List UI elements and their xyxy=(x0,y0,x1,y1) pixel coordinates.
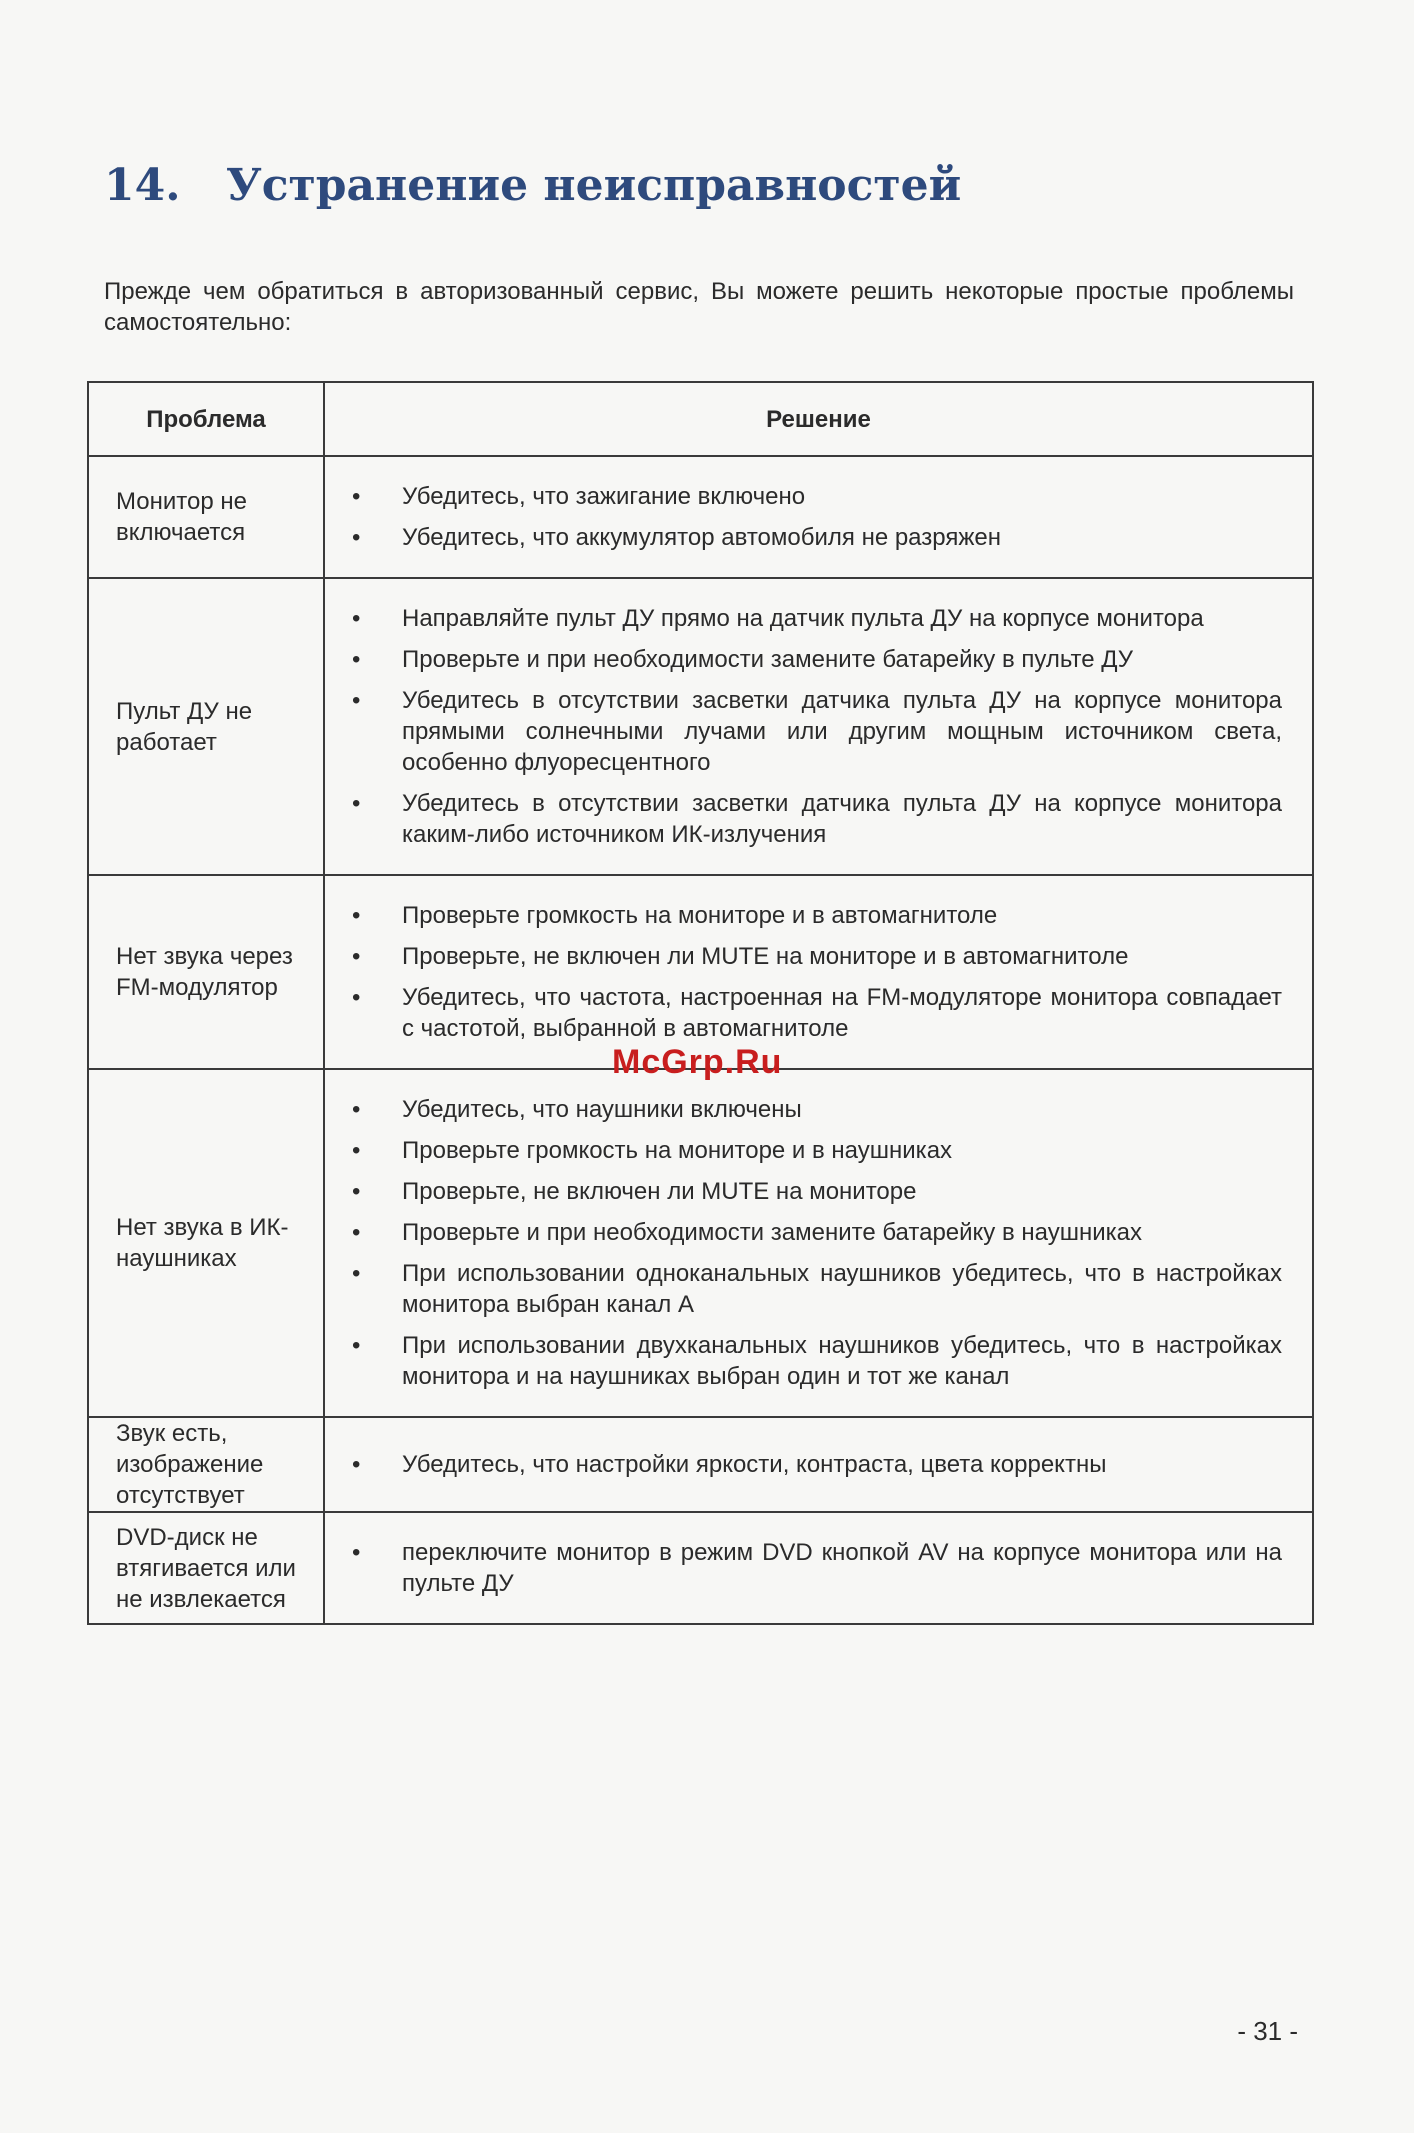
list-item: • Проверьте, не включен ли MUTE на мониторе и в автомагнитоле xyxy=(352,941,1282,972)
solution-cell xyxy=(324,1069,1313,1417)
list-item: • Проверьте громкость на мониторе и в наушниках xyxy=(352,1135,1282,1166)
solution-cell xyxy=(324,875,1313,1069)
list-item: • При использовании двухканальных наушников убедитесь, что в настройках монитора и на наушниках выбран один и тот же канал xyxy=(352,1330,1282,1392)
solution-list xyxy=(352,1449,1282,1480)
problem-cell: Звук есть, изображение отсутствует xyxy=(88,1417,324,1512)
solution-cell xyxy=(324,456,1313,578)
section-number: 14. xyxy=(104,160,181,211)
list-item: • Убедитесь, что аккумулятор автомобиля не разряжен xyxy=(352,522,1282,553)
table-row xyxy=(88,1069,1313,1417)
list-item: • Проверьте и при необходимости замените батарейку в наушниках xyxy=(352,1217,1282,1248)
problem-cell: Нет звука через FM-модулятор xyxy=(88,875,324,1069)
list-item: • Убедитесь в отсутствии засветки датчика пульта ДУ на корпусе монитора каким-либо источником ИК-излучения xyxy=(352,788,1282,850)
list-item: • Убедитесь, что наушники включены xyxy=(352,1094,1282,1125)
solution-list xyxy=(352,481,1282,553)
solution-cell xyxy=(324,578,1313,875)
list-item: • переключите монитор в режим DVD кнопкой AV на корпусе монитора или на пульте ДУ xyxy=(352,1537,1282,1599)
section-title: Устранение неисправностей xyxy=(226,160,962,211)
table-row xyxy=(88,578,1313,875)
section-heading xyxy=(104,160,961,211)
page-number: - 31 - xyxy=(1237,2016,1298,2046)
list-item: • Проверьте, не включен ли MUTE на мониторе xyxy=(352,1176,1282,1207)
list-item: • Проверьте и при необходимости замените батарейку в пульте ДУ xyxy=(352,644,1282,675)
problem-cell: Нет звука в ИК-наушниках xyxy=(88,1069,324,1417)
solution-list xyxy=(352,1537,1282,1599)
table-row xyxy=(88,456,1313,578)
list-item: • Проверьте громкость на мониторе и в автомагнитоле xyxy=(352,900,1282,931)
list-item: • Убедитесь, что зажигание включено xyxy=(352,481,1282,512)
solution-cell xyxy=(324,1417,1313,1512)
list-item: • При использовании одноканальных наушников убедитесь, что в настройках монитора выбран канал А xyxy=(352,1258,1282,1320)
watermark-logo: McGrp.Ru xyxy=(612,1043,783,1081)
solution-list xyxy=(352,603,1282,850)
problem-cell: Пульт ДУ не работает xyxy=(88,578,324,875)
list-item: • Убедитесь в отсутствии засветки датчика пульта ДУ на корпусе монитора прямыми солнечными лучами или другим мощным источником света, особенно флуоресцентного xyxy=(352,685,1282,778)
list-item: • Направляйте пульт ДУ прямо на датчик пульта ДУ на корпусе монитора xyxy=(352,603,1282,634)
header-problem: Проблема xyxy=(88,382,324,456)
intro-paragraph: Прежде чем обратиться в авторизованный сервис, Вы можете решить некоторые простые проблемы самостоятельно: xyxy=(104,278,1294,336)
troubleshooting-table xyxy=(87,381,1314,1625)
header-solution: Решение xyxy=(324,382,1313,456)
list-item: • Убедитесь, что частота, настроенная на FM-модуляторе монитора совпадает с частотой, выбранной в автомагнитоле xyxy=(352,982,1282,1044)
solution-cell xyxy=(324,1512,1313,1624)
solution-list xyxy=(352,1094,1282,1392)
table-row xyxy=(88,875,1313,1069)
table-header-row xyxy=(88,382,1313,456)
problem-cell: Монитор не включается xyxy=(88,456,324,578)
table-row xyxy=(88,1512,1313,1624)
list-item: • Убедитесь, что настройки яркости, контраста, цвета корректны xyxy=(352,1449,1282,1480)
solution-list xyxy=(352,900,1282,1044)
table-row xyxy=(88,1417,1313,1512)
problem-cell: DVD-диск не втягивается или не извлекается xyxy=(88,1512,324,1624)
